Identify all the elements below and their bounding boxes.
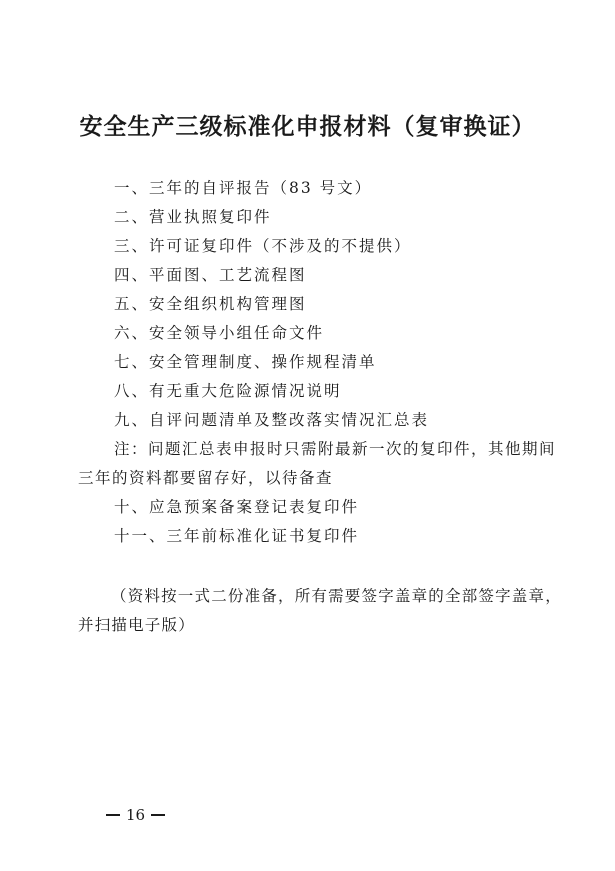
list-item-2: 二、营业执照复印件: [114, 208, 272, 226]
list-item-8: 八、有无重大危险源情况说明: [114, 382, 342, 400]
dash-left: [106, 814, 120, 816]
dash-right: [151, 814, 165, 816]
document-title: 安全生产三级标准化申报材料（复审换证）: [79, 113, 536, 140]
list-item-9: 九、自评问题清单及整改落实情况汇总表: [114, 411, 430, 429]
page-number: 16: [126, 806, 146, 824]
list-item-10: 十、应急预案备案登记表复印件: [114, 498, 360, 516]
remark-line-1: （资料按一式二份准备，所有需要签字盖章的全部签字盖章，: [111, 587, 562, 605]
note-line-1: 注：问题汇总表申报时只需附最新一次的复印件，其他期间: [114, 440, 557, 458]
remark-line-2: 并扫描电子版）: [78, 616, 195, 634]
list-item-1: 一、三年的自评报告（83 号文）: [114, 179, 373, 197]
list-item-3: 三、许可证复印件（不涉及的不提供）: [114, 237, 412, 255]
list-item-5: 五、安全组织机构管理图: [114, 295, 307, 313]
list-item-11: 十一、三年前标准化证书复印件: [114, 527, 360, 545]
list-item-6: 六、安全领导小组任命文件: [114, 324, 325, 342]
list-item-7: 七、安全管理制度、操作规程清单: [114, 353, 377, 371]
page-footer: [106, 806, 165, 824]
list-item-4: 四、平面图、工艺流程图: [114, 266, 307, 284]
note-line-2: 三年的资料都要留存好，以待备查: [78, 469, 334, 487]
